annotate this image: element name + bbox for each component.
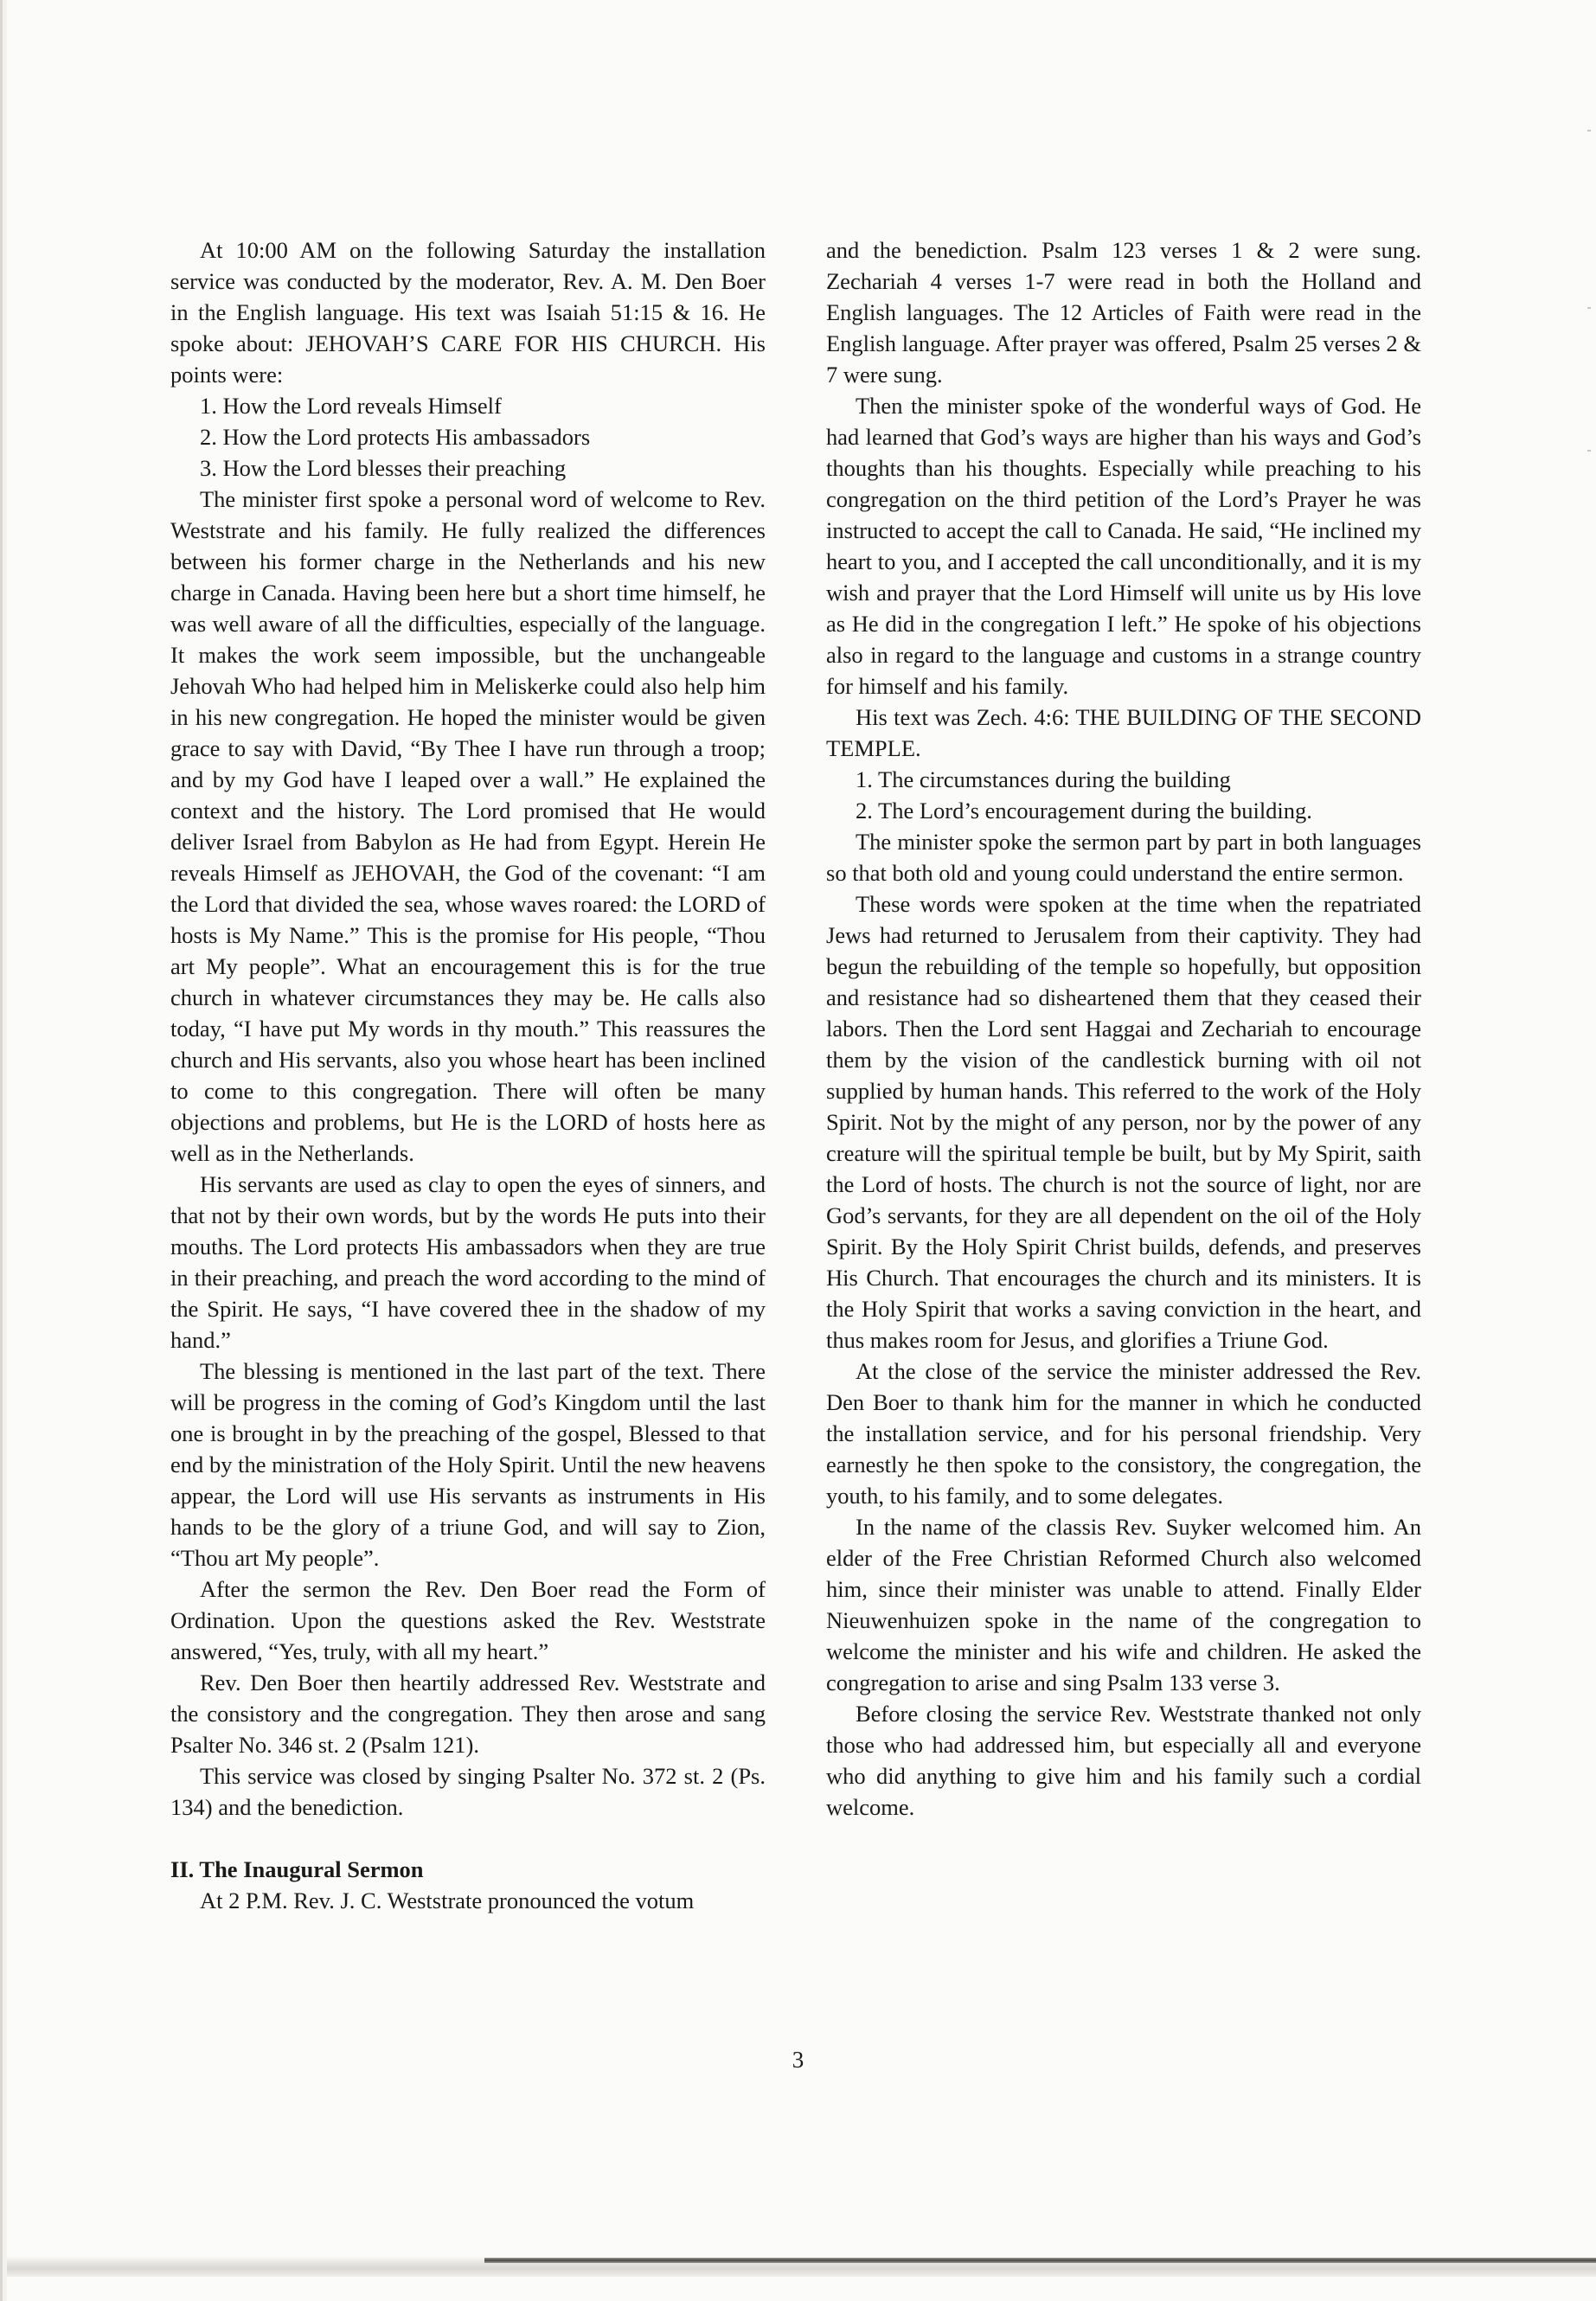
paragraph: These words were spoken at the time when the repatriated Jews had returned to Jerusalem from their captivity. They had begun the rebuilding of the temple so hopefully, but opposition and resistance had so disheartened them that they ceased their labors. Then the Lord sent Haggai and Zechariah to encourage them by the vision of the candlestick burning with oil not supplied by human hands. This referred to the work of the Holy Spirit. Not by the might of any person, nor by the power of any creature will the spiritual temple be built, but by My Spirit, saith the Lord of hosts. The church is not the source of light, nor are God’s servants, for they are all dependent on the oil of the Holy Spirit. By the Holy Spirit Christ builds, defends, and preserves His Church. That encourages the church and its ministers. It is the Holy Spirit that works a saving conviction in the heart, and thus makes room for Jesus, and glorifies a Triune God. — [826, 891, 1421, 1353]
right-column — [826, 234, 1421, 1823]
paragraph: The blessing is mentioned in the last part of the text. There will be progress in the coming of God’s Kingdom until the last one is brought in by the preaching of the gospel, Blessed to that end by the ministration of the Holy Spirit. Until the new heavens appear, the Lord will use His servants as instruments in His hands to be the glory of a triune God, and will say to Zion, “Thou art My people”. — [170, 1358, 766, 1571]
paragraph: His servants are used as clay to open the eyes of sinners, and that not by their own words, but by the words He puts into their mouths. The Lord protects His ambassadors when they are true in their preaching, and preach the word according to the mind of the Spirit. He says, “I have covered thee in the shadow of my hand.” — [170, 1171, 766, 1353]
left-column — [170, 234, 766, 1916]
paragraph: Rev. Den Boer then heartily addressed Rev. Weststrate and the consistory and the congregation. They then arose and sang Psalter No. 346 st. 2 (Psalm 121). — [170, 1670, 766, 1758]
scan-edge — [0, 0, 3, 2301]
scan-bottom-rule — [484, 2258, 1596, 2263]
paragraph: Before closing the service Rev. Weststrate thanked not only those who had addressed him, but especially all and everyone who did anything to give him and his family such a cordial welcome. — [826, 1701, 1421, 1820]
section-heading: II. The Inaugural Sermon — [170, 1856, 424, 1882]
paragraph: Then the minister spoke of the wonderful ways of God. He had learned that God’s ways are higher than his ways and God’s thoughts than his thoughts. Especially while preaching to his congregation on the third petition of the Lord’s Prayer he was instructed to accept the call to Canada. He said, “He inclined my heart to you, and I accepted the call unconditionally, and it is my wish and prayer that the Lord Himself will unite us by His love as He did in the congregation I left.” He spoke of his objections also in regard to the language and customs in a strange country for himself and his family. — [826, 393, 1421, 699]
paragraph: and the benediction. Psalm 123 verses 1 & 2 were sung. Zechariah 4 verses 1-7 were read in both the Holland and English languages. The 12 Articles of Faith were read in the English language. After prayer was offered, Psalm 25 verses 2 & 7 were sung. — [826, 237, 1421, 388]
paragraph: This service was closed by singing Psalter No. 372 st. 2 (Ps. 134) and the benediction. — [170, 1763, 766, 1820]
paragraph: His text was Zech. 4:6: THE BUILDING OF THE SECOND TEMPLE. — [826, 704, 1421, 761]
point-item: 2. How the Lord protects His ambassadors — [200, 424, 591, 450]
paragraph: At 10:00 AM on the following Saturday the installation service was conducted by the moderator, Rev. A. M. Den Boer in the English language. His text was Isaiah 51:15 & 16. He spoke about: JEHOVAH’S CARE FOR HIS CHURCH. His points were: — [170, 237, 766, 388]
paragraph: After the sermon the Rev. Den Boer read the Form of Ordination. Upon the questions asked the Rev. Weststrate answered, “Yes, truly, with all my heart.” — [170, 1576, 766, 1664]
scan-speck — [1587, 307, 1591, 309]
page-number: 3 — [792, 2047, 804, 2073]
paragraph: At the close of the service the minister addressed the Rev. Den Boer to thank him for the manner in which he conducted the installation service, and for his personal friendship. Very earnestly he then spoke to the consistory, the congregation, the youth, to his family, and to some delegates. — [826, 1358, 1421, 1509]
scan-speck — [1587, 130, 1591, 131]
point-item: 1. The circumstances during the building — [856, 766, 1231, 792]
paragraph: The minister first spoke a personal word of welcome to Rev. Weststrate and his family. He fully realized the differences between his former charge in the Netherlands and his new charge in Canada. Having been here but a short time himself, he was well aware of all the difficulties, especially of the language. It makes the work seem impossible, but the unchangeable Jehovah Who had helped him in Meliskerke could also help him in his new congregation. He hoped the minister would be given grace to say with David, “By Thee I have run through a troop; and by my God have I leaped over a wall.” He explained the context and the history. The Lord promised that He would deliver Israel from Babylon as He had from Egypt. Herein He reveals Himself as JEHOVAH, the God of the covenant: “I am the Lord that divided the sea, whose waves roared: the LORD of hosts is My Name.” This is the promise for His people, “Thou art My people”. What an encouragement this is for the true church in whatever circumstances they may be. He calls also today, “I have put My words in thy mouth.” This reassures the church and His servants, also you whose heart has been inclined to come to this congregation. There will often be many objections and problems, but He is the LORD of hosts here as well as in the Netherlands. — [170, 486, 766, 1166]
scan-speck — [1587, 450, 1591, 452]
paragraph: The minister spoke the sermon part by part in both languages so that both old and young could understand the entire sermon. — [826, 829, 1421, 886]
point-item: 2. The Lord’s encouragement during the building. — [856, 798, 1312, 824]
point-item: 1. How the Lord reveals Himself — [200, 393, 502, 419]
paragraph: In the name of the classis Rev. Suyker welcomed him. An elder of the Free Christian Reformed Church also welcomed him, since their minister was unable to attend. Finally Elder Nieuwenhuizen spoke in the name of the congregation to welcome the minister and his wife and children. He asked the congregation to arise and sing Psalm 133 verse 3. — [826, 1514, 1421, 1695]
point-item: 3. How the Lord blesses their preaching — [200, 455, 567, 481]
paragraph: At 2 P.M. Rev. J. C. Weststrate pronounced the votum — [200, 1888, 695, 1913]
